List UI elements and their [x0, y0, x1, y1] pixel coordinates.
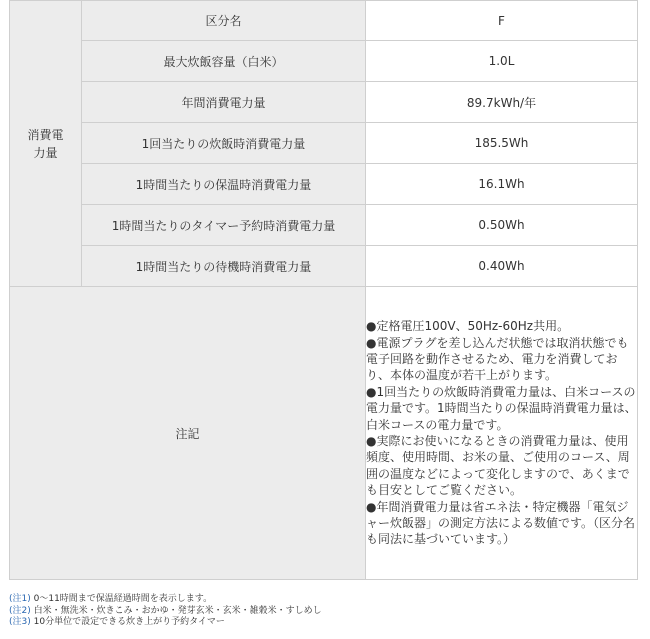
table-row — [10, 205, 638, 246]
table-row — [10, 123, 638, 164]
footnote-key: (注2) — [9, 605, 31, 616]
group-label-line1: 消費電 — [27, 127, 64, 142]
row-label: 1時間当たりのタイマー予約時消費電力量 — [82, 205, 366, 246]
row-label: 年間消費電力量 — [82, 82, 366, 123]
footnote-text: 0～11時間まで保温経過時間を表示します。 — [33, 594, 213, 604]
row-label: 1時間当たりの待機時消費電力量 — [82, 246, 366, 287]
footnote-key: (注3) — [9, 617, 31, 627]
note-item: ●1回当たりの炊飯時消費電力量は、白米コースの電力量です。1時間当たりの保温時消費電力量は、白米コースの電力量です。 — [366, 384, 637, 432]
table-row — [10, 1, 638, 41]
note-item: ●年間消費電力量は省エネ法・特定機器「電気ジャー炊飯器」の測定方法による数値です。（区分名も同法に基づいています。） — [366, 499, 636, 547]
row-value: 185.5Wh — [366, 123, 638, 164]
row-value: 0.50Wh — [366, 205, 638, 246]
row-value: 1.0L — [366, 41, 638, 82]
note-item: ●実際にお使いになるときの消費電力量は、使用頻度、使用時間、お米の量、ご使用のコース、周囲の温度などによって変化しますので、あくまでも目安としてご覧ください。 — [366, 434, 630, 498]
notes-body — [366, 287, 638, 580]
row-value: 16.1Wh — [366, 164, 638, 205]
row-label: 1時間当たりの保温時消費電力量 — [82, 164, 366, 205]
table-row — [10, 164, 638, 205]
notes-label: 注記 — [10, 287, 366, 580]
group-label-cell — [10, 1, 82, 287]
footnote-text: 10分単位で設定できる炊き上がり予約タイマー — [33, 617, 225, 627]
note-item: ●電源プラグを差し込んだ状態では取消状態でも電子回路を動作させるため、電力を消費しており、本体の温度が若干上がります。 — [366, 335, 629, 383]
footnote — [9, 617, 639, 629]
footnote-text: 白米・無洗米・炊きこみ・おかゆ・発芽玄米・玄米・雑穀米・すしめし — [33, 605, 322, 616]
row-label: 区分名 — [82, 1, 366, 41]
note-item: ●定格電圧100V、50Hz-60Hz共用。 — [366, 319, 570, 334]
row-value: 0.40Wh — [366, 246, 638, 287]
notes-row — [10, 287, 638, 580]
row-label: 1回当たりの炊飯時消費電力量 — [82, 123, 366, 164]
table-row — [10, 41, 638, 82]
row-value: F — [366, 1, 638, 41]
footnote — [9, 594, 639, 606]
footnotes — [9, 594, 639, 629]
row-label: 最大炊飯容量（白米） — [82, 41, 366, 82]
footnote-key: (注1) — [9, 594, 31, 604]
row-value: 89.7kWh/年 — [366, 82, 638, 123]
power-consumption-spec-table — [9, 0, 638, 580]
table-row — [10, 246, 638, 287]
group-label-line2: 力量 — [33, 145, 58, 160]
table-row — [10, 82, 638, 123]
footnote — [9, 606, 639, 618]
